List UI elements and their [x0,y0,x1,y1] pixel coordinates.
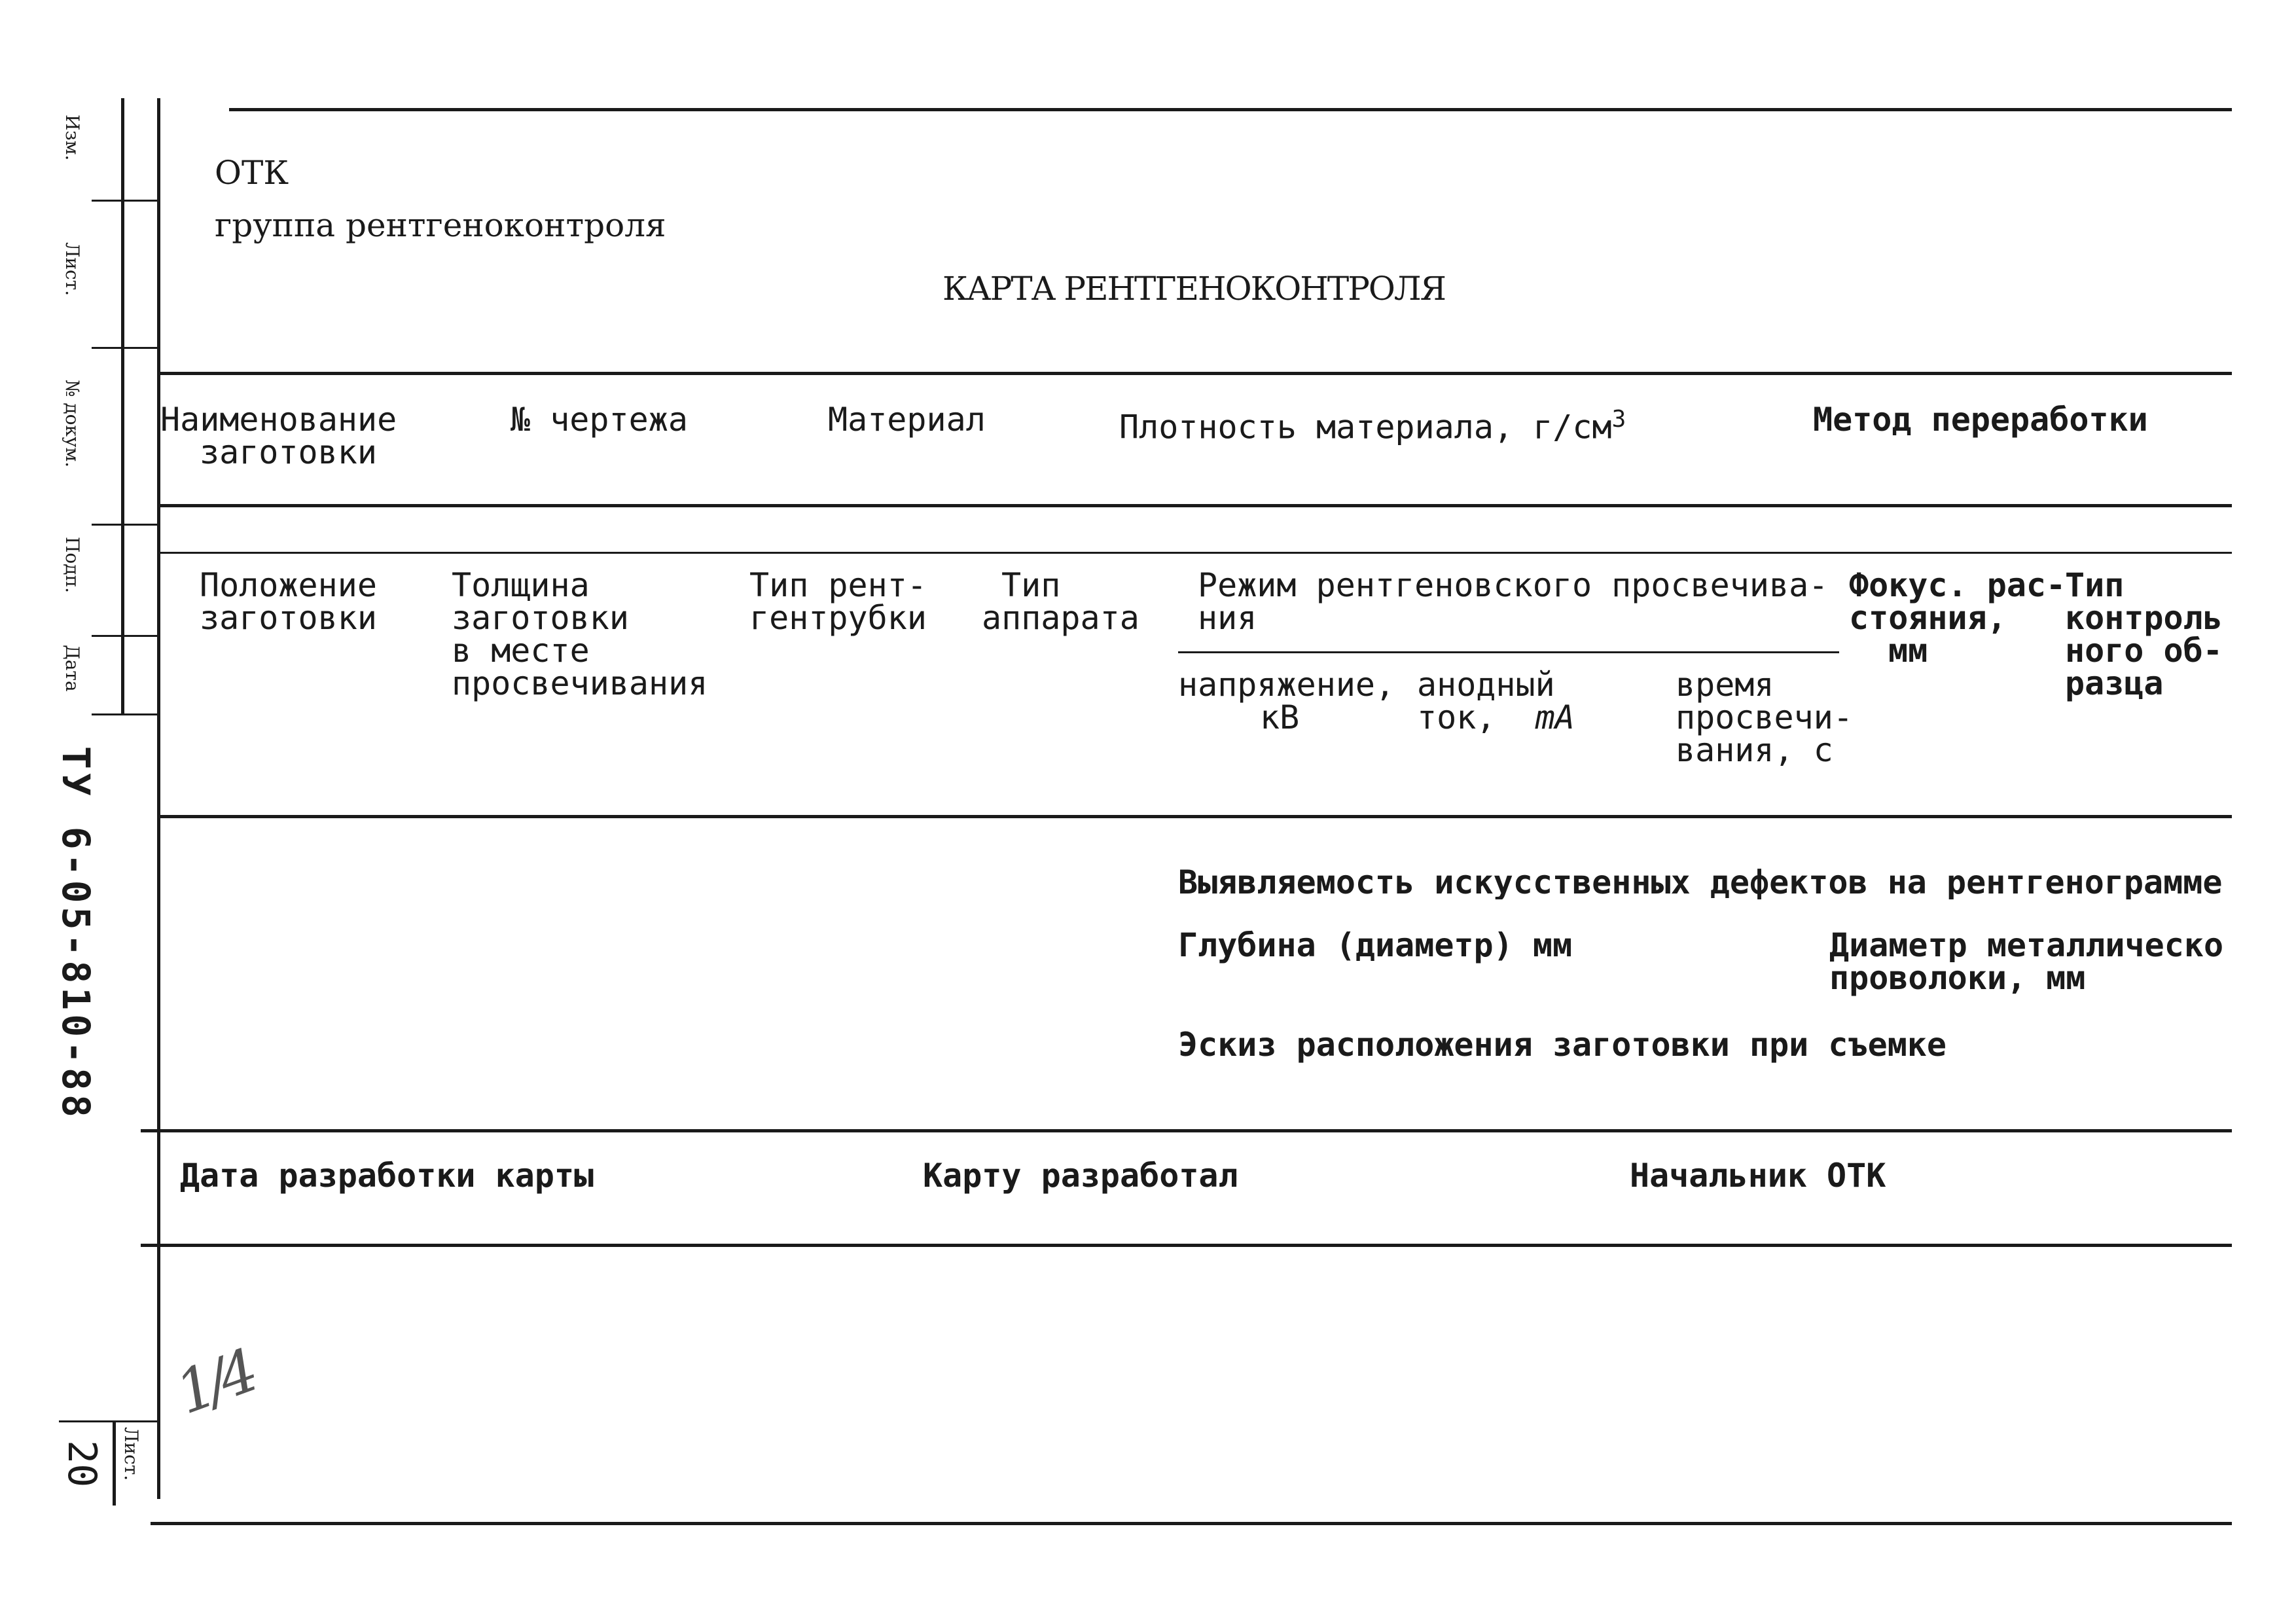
sample-l3: ного об- [2065,632,2223,670]
density-label: Плотность материала, $г/см^3$ [1119,406,1626,446]
blank-name-l1: Наименование [160,401,397,439]
mode-underline [1178,651,1839,653]
footer-bottom-line [141,1244,2232,1247]
dept-label: ОТК [215,154,289,192]
wire-diameter-l2: проволоки, мм [1829,959,2086,997]
left-border [157,98,160,1499]
document-code: ТУ 6-05-810-88 [54,746,98,1121]
time-l1: время [1676,666,1774,704]
sheet-label: Лист. [120,1427,142,1481]
processing-method-label: Метод переработки [1813,401,2148,439]
sample-l4: разца [2065,664,2164,702]
mode-l1: Режим рентгеновского просвечива- [1198,566,1829,604]
side-list: Лист. [62,242,83,297]
thickness-l4: просвечивания [452,664,708,702]
sheet-box-divider [113,1420,116,1506]
focus-l2: стояния, [1849,599,2007,637]
thickness-l1: Толщина [452,566,590,604]
left-margin-line [121,98,124,713]
row2-top-line [157,552,2232,554]
row3-bottom-line [141,1129,2232,1132]
tube-type-l2: гентрубки [749,599,927,637]
current-l2: ток, mA [1417,698,1575,736]
row1-top-line [157,372,2232,375]
focus-l3: мм [1888,632,1928,670]
drawing-no-label: № чертежа [511,401,688,439]
top-border [229,108,2232,111]
bottom-border [151,1522,2232,1525]
sheet-number: 20 [59,1440,105,1488]
position-l1: Положение [200,566,377,604]
group-label: группа рентгеноконтроля [215,206,666,244]
tube-type-l1: Тип рент- [749,566,927,604]
apparatus-l1: Тип [1001,566,1061,604]
side-divider-4 [92,635,157,637]
side-date: Дата [62,645,83,692]
focus-l1: Фокус. рас- [1849,566,2066,604]
defects-label: Выявляемость искусственных дефектов на рентгенограмме [1178,865,2223,899]
wire-diameter-l1: Диаметр металлическо [1829,928,2224,962]
side-divider-3 [92,524,157,526]
side-divider-1 [92,200,157,202]
side-izm: Изм. [62,115,83,161]
row1-bottom-line [157,504,2232,507]
sheet-box-top [59,1420,157,1422]
blank-name-l2: заготовки [200,433,377,471]
sample-l2: контроль [2065,599,2223,637]
row2-bottom-line [157,815,2232,818]
head-otk-label: Начальник ОТК [1630,1157,1886,1195]
depth-label: Глубина (диаметр) мм [1178,926,1573,964]
time-l2: просвечи- [1676,698,1853,736]
current-l1: анодный [1417,666,1555,704]
sketch-label: Эскиз расположения заготовки при съемке [1178,1026,1946,1064]
position-l2: заготовки [200,599,377,637]
developer-label: Карту разработал [923,1157,1238,1195]
voltage-l1: напряжение, [1178,666,1395,704]
time-l3: вания, с [1676,731,1833,769]
apparatus-l2: аппарата [982,599,1139,637]
voltage-l2: кВ [1260,698,1300,736]
handwritten-mark: 1/4 [167,1337,262,1428]
side-divider-2 [92,347,157,349]
date-developed-label: Дата разработки карты [180,1157,594,1195]
side-sign: Подп. [62,537,83,594]
side-divider-5 [92,713,157,715]
material-label: Материал [828,401,986,439]
thickness-l3: в месте [452,632,590,670]
thickness-l2: заготовки [452,599,629,637]
side-doc-no: № докум. [62,380,83,468]
sample-l1: Тип [2065,566,2125,604]
mode-l2: ния [1198,599,1257,637]
page-title: КАРТА РЕНТГЕНОКОНТРОЛЯ [942,270,1445,308]
